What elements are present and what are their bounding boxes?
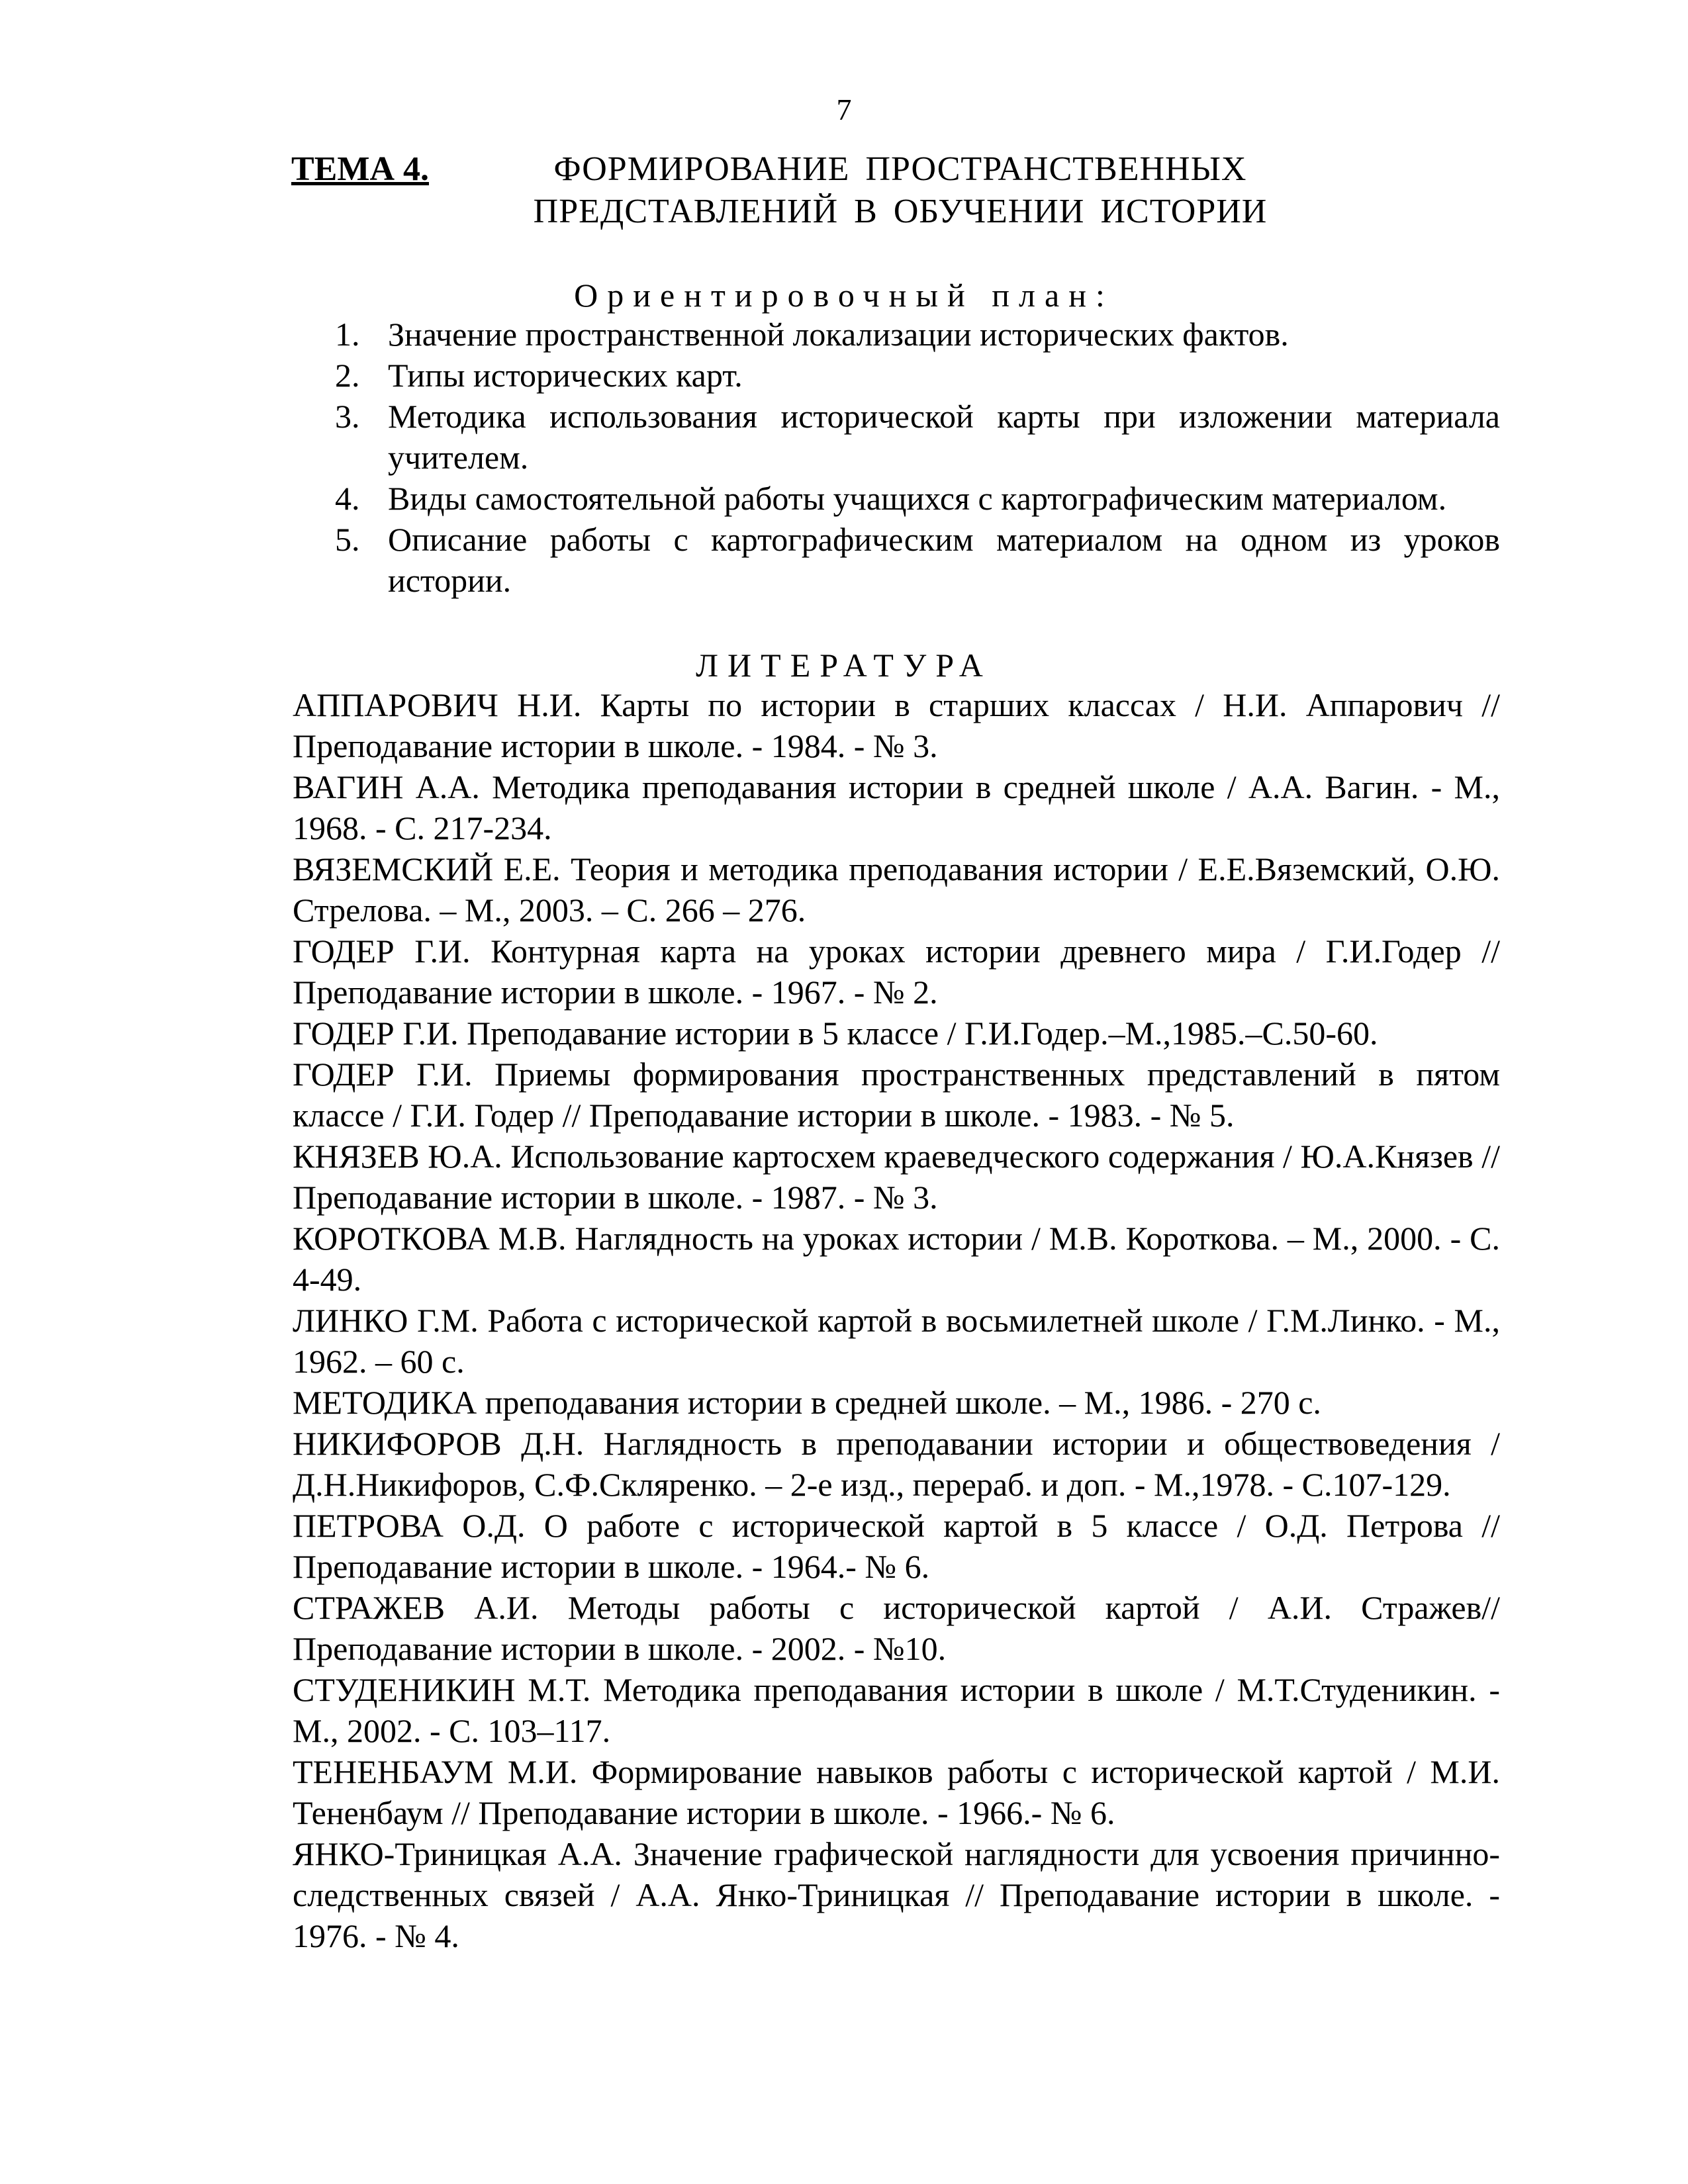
reference-entry: КОРОТКОВА М.В. Наглядность на уроках истории / М.В. Короткова. – М., 2000. - С. 4-49. xyxy=(293,1220,1500,1298)
theme-label: ТЕМА 4. xyxy=(291,150,429,188)
theme-title-line-2: ПРЕДСТАВЛЕНИЙ В ОБУЧЕНИИ ИСТОРИИ xyxy=(533,193,1268,230)
literature-heading: ЛИТЕРАТУРА xyxy=(696,647,992,684)
plan-item xyxy=(335,314,1500,355)
reference-entry: НИКИФОРОВ Д.Н. Наглядность в преподавании истории и обществоведения / Д.Н.Никифоров, С.Ф.Скляренко. – 2-е изд., перераб. и доп. - М.,1978. - С.107-129. xyxy=(293,1425,1500,1503)
reference-entry: СТРАЖЕВ А.И. Методы работы с исторической картой / А.И. Стражев// Преподавание истории в школе. - 2002. - №10. xyxy=(293,1589,1500,1667)
plan-item xyxy=(335,355,1500,396)
plan-item xyxy=(335,396,1500,478)
theme-title xyxy=(503,148,1297,233)
reference-entry: ВЯЗЕМСКИЙ Е.Е. Теория и методика преподавания истории / Е.Е.Вяземский, О.Ю. Стрелова. – М., 2003. – С. 266 – 276. xyxy=(293,850,1500,929)
reference-entry: ГОДЕР Г.И. Приемы формирования пространственных представлений в пятом классе / Г.И. Годер // Преподавание истории в школе. - 1983. - № 5. xyxy=(293,1056,1500,1134)
reference-entry: АППАРОВИЧ Н.И. Карты по истории в старших классах / Н.И. Аппарович // Преподавание истории в школе. - 1984. - № 3. xyxy=(293,686,1500,764)
theme-title-line-1: ФОРМИРОВАНИЕ ПРОСТРАНСТВЕННЫХ xyxy=(553,150,1247,188)
plan-item-text: Типы исторических карт. xyxy=(388,357,743,394)
plan-item-text: Виды самостоятельной работы учащихся с картографическим материалом. xyxy=(388,480,1447,517)
reference-entry: МЕТОДИКА преподавания истории в средней школе. – М., 1986. - 270 с. xyxy=(293,1384,1321,1421)
plan-item-number: 4. xyxy=(335,480,360,517)
reference-entry: ЛИНКО Г.М. Работа с исторической картой в восьмилетней школе / Г.М.Линко. - М., 1962. – 60 с. xyxy=(293,1302,1500,1380)
plan-item-number: 2. xyxy=(335,357,360,394)
reference-entry: ГОДЕР Г.И. Преподавание истории в 5 классе / Г.И.Годер.–М.,1985.–С.50-60. xyxy=(293,1015,1378,1052)
plan-item xyxy=(335,519,1500,601)
reference-entry: ТЕНЕНБАУМ М.И. Формирование навыков работы с исторической картой / М.И. Тененбаум // Преподавание истории в школе. - 1966.- № 6. xyxy=(293,1753,1500,1831)
plan-item-number: 3. xyxy=(335,398,360,435)
plan-item-text: Методика использования исторической карты при изложении материала учителем. xyxy=(388,398,1500,476)
plan-list xyxy=(335,314,1500,601)
page-number: 7 xyxy=(836,93,852,126)
reference-entry: ГОДЕР Г.И. Контурная карта на уроках истории древнего мира / Г.И.Годер // Преподавание истории в школе. - 1967. - № 2. xyxy=(293,933,1500,1011)
reference-entry: ЯНКО-Триницкая А.А. Значение графической наглядности для усвоения причинно-следственных связей / А.А. Янко-Триницкая // Преподавание истории в школе. - 1976. - № 4. xyxy=(293,1835,1500,1954)
reference-entry: ПЕТРОВА О.Д. О работе с исторической картой в 5 классе / О.Д. Петрова // Преподавание истории в школе. - 1964.- № 6. xyxy=(293,1507,1500,1585)
plan-item-number: 1. xyxy=(335,316,360,353)
reference-entry: ВАГИН А.А. Методика преподавания истории в средней школе / А.А. Вагин. - М., 1968. - С. 217-234. xyxy=(293,768,1500,846)
plan-item-text: Значение пространственной локализации исторических фактов. xyxy=(388,316,1289,353)
literature-list xyxy=(293,684,1500,1956)
plan-item-text: Описание работы с картографическим материалом на одном из уроков истории. xyxy=(388,521,1500,599)
plan-item-number: 5. xyxy=(335,521,360,558)
plan-item xyxy=(335,478,1500,519)
reference-entry: КНЯЗЕВ Ю.А. Использование картосхем краеведческого содержания / Ю.А.Князев // Преподавание истории в школе. - 1987. - № 3. xyxy=(293,1138,1500,1216)
reference-entry: СТУДЕНИКИН М.Т. Методика преподавания истории в школе / М.Т.Студеникин. - М., 2002. - С. 103–117. xyxy=(293,1671,1500,1749)
plan-heading: Ориентировочный план: xyxy=(574,277,1114,314)
